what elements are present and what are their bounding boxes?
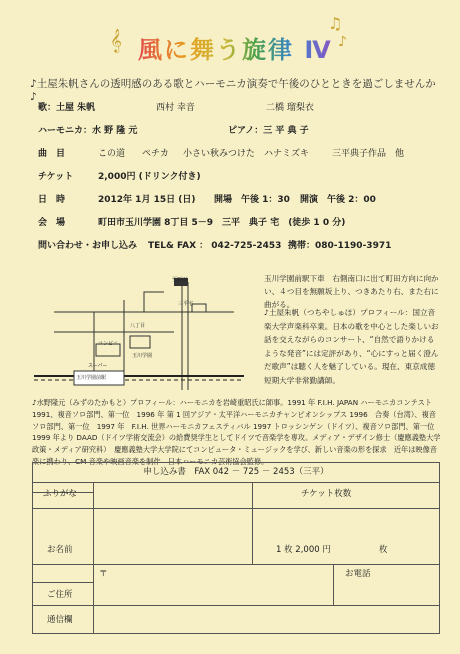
furigana-label: ふりがな [43, 489, 78, 499]
treble-clef-icon: 𝄞 [110, 28, 122, 52]
access-map [34, 272, 244, 390]
map-label: 三平宅 [178, 301, 194, 307]
name-field[interactable] [94, 509, 252, 564]
tsuchiya-profile: ♪土屋朱帆（つちやしゅほ）プロフィール：国立音楽大学声楽科卒業。日本の歌を中心とした楽しいお話を交えながらのコンサート、“自然で語りかけるような発音”には定評があり、“心にすっと届く澄んだ歌声”は聴く人を魅了している。現在、東京成徳短期大学非常勤講師。 [264, 308, 439, 385]
map-label: 八丁目 [130, 323, 146, 329]
map-station-label: 玉川学園前駅 [76, 375, 107, 381]
flyer: 𝄞 風に舞う旋律 Ⅳ ♫ ♪ ♪土屋朱帆さんの透明感のある歌とハーモニカ演奏で午後のひとときを過ごしませんか♪ 歌：土屋 朱帆 西村 幸音 二橋 瑠梨衣 ハーモニカ：水 野 隆 元 ピアノ：三 平 典 子 曲 目 この道 ペチカ 小さい秋みつけた ハナミズキ 三平典子作品 他 チケット 2,000円 (ドリンク付き) 日 時 2012年 1月 15日 (日) 開場 午後 1：30 開演 午後 2：00 会 場 町田市玉川学園 8丁目 5－9 三平 典子 宅 (徒歩 1 0 分) 問い合わせ・お申し込み TEL& FAX ： 042-725-2453 携帯：080-1190-3971 至町田 三平宅 八丁目 コンビニ 玉川学園 スーパー 玉川学園前駅 玉川学園前駅下車 右側南口に出て町田方向に向かい、４つ目を無願坂上り、つきあたり右、また右に曲がる。 ♪土屋朱帆（つちやしゅほ）プロフィール：国立音楽大学声楽科卒業。日本の歌を中心とした楽しいお話を交えながらのコンサート、“自然で語りかけるような発音”には定評があり、“心にすっと届く澄んだ歌声”は聴く人を魅了している。現在、東京成徳短期大学非常勤講師。 ♪水野隆元（みずのたかもと）プロフィール：ハーモニカを岩崎重昭氏に師事。1991 年 F.I.H. JAPAN ハーモニカコンテスト 1991、複音ソロ部門、第一位 1996 年 第 1 回アジア・太平洋ハーモニカチャンピオンシップス 1996 合奏（台湾）、複音ソロ部門、第一位 1997 年 F.I.H. 世界ハーモニカフェスティバル 1997 トロッシンゲン（ドイツ）、複音ソロ部門、第一位 1999 年より DAAD（ドイツ学術交流会）の給費奨学生としてドイツで音楽学を専攻。メディア・デザイン修士（慶應義塾大学政策・メディア研究科） 慶應義塾大学大学院にてコンピュータ・ミュージックを学び、新しい音楽の形を探求 近年は映像音楽に携わり、CM 音楽や映画音楽を制作 日本ハーモニカ芸術協会監修。 申し込み書 FAX 042 － 725 － 2453（三平） ふりがな チケット枚数 お名前 1 枚 2,000 円 枚 〒 お電話 ご住所 通信欄 [0, 0, 460, 654]
map-label: コンビニ [98, 341, 119, 347]
phone-label: お電話 [345, 569, 371, 579]
mizuno-profile: ♪水野隆元（みずのたかもと）プロフィール：ハーモニカを岩崎重昭氏に師事。1991 年 F.I.H. JAPAN ハーモニカコンテスト 1991、複音ソロ部門、第一位 1996 年 第 1 回アジア・太平洋ハーモニカチャンピオンシップス 1996 合奏（台湾）、複音ソロ部門、第一位 1997 年 F.I.H. 世界ハーモニカフェスティバル 1997 トロッシンゲン（ドイツ）、複音ソロ部門、第一位 1999 年より DAAD（ドイツ学術交流会）の給費奨学生としてドイツで音楽学を専攻。メディア・デザイン修士（慶應義塾大学政策・メディア研究科） 慶應義塾大学大学院にてコンピュータ・ミュージックを学び、新しい音楽の形を探求 近年は映像音楽に携わり、CM 音楽や映画音楽を制作 日本ハーモニカ芸術協会監修。 [32, 398, 442, 466]
ticket-unit: 枚 [379, 545, 388, 555]
music-note-icon: ♪ [338, 34, 347, 50]
ticket-price: 1 枚 2,000 円 [276, 545, 331, 555]
name-label: お名前 [47, 545, 73, 555]
application-form [32, 462, 440, 634]
directions-text: 玉川学園前駅下車 右側南口に出て町田方向に向かい、４つ目を無願坂上り、つきあたり右、また右に曲がる。 [264, 274, 439, 309]
title-block [110, 14, 350, 66]
ticket-count-label: チケット枚数 [301, 489, 352, 499]
map-label: 玉川学園 [132, 353, 153, 359]
form-title: 申し込み書 FAX 042 － 725 － 2453（三平） [33, 463, 439, 483]
furigana-field[interactable] [94, 483, 252, 508]
map-label: スーパー [88, 363, 108, 369]
notes-field[interactable] [94, 606, 439, 633]
postal-mark: 〒 [99, 569, 108, 579]
notes-label: 通信欄 [47, 615, 73, 625]
address-label: ご住所 [47, 590, 73, 600]
phone-field[interactable] [334, 578, 439, 605]
music-note-icon: ♫ [328, 14, 343, 33]
ticket-count-field[interactable] [253, 501, 439, 564]
page-title: 風に舞う旋律 Ⅳ [138, 30, 333, 65]
address-field[interactable] [94, 565, 333, 605]
map-label: 至町田 [172, 277, 188, 283]
intro-text: ♪土屋朱帆さんの透明感のある歌とハーモニカ演奏で午後のひとときを過ごしませんか♪ [30, 78, 436, 103]
